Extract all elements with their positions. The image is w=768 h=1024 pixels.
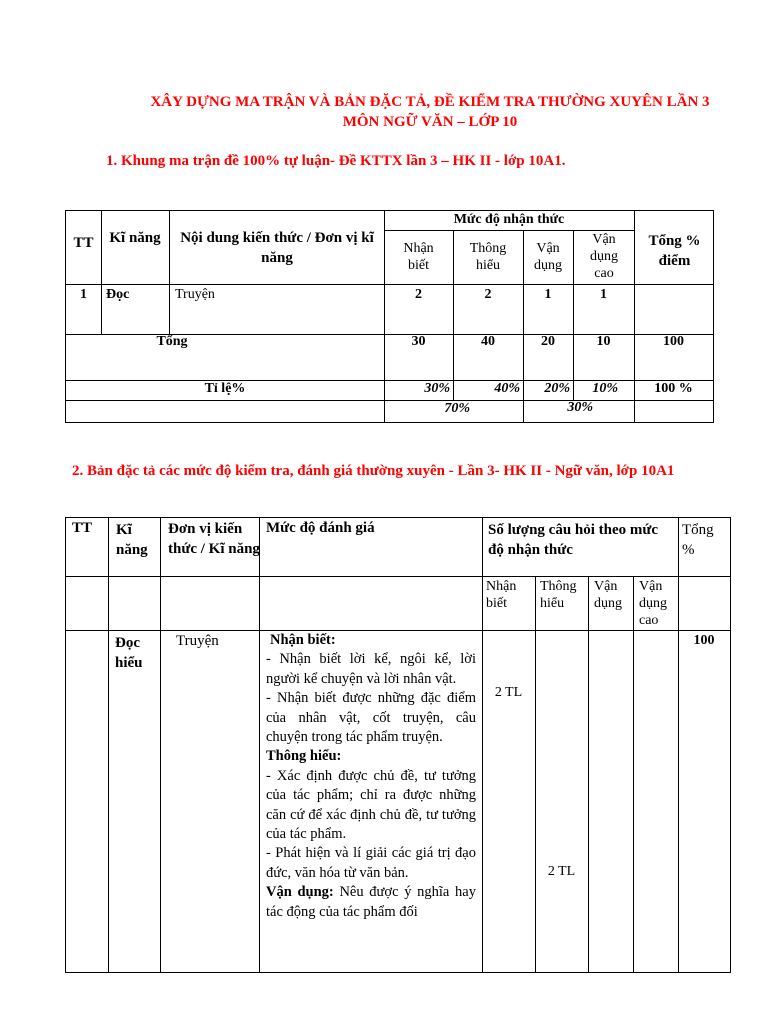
section2-heading: 2. Bản đặc tả các mức độ kiểm tra, đánh giá thường xuyên - Lần 3- HK II - Ngữ văn, lớp 10A1 [72, 463, 675, 479]
van-dung-text: Nêu được ý nghĩa hay tác động của tác phẩm đối [266, 884, 476, 920]
van-dung-heading: Vận dụng: [266, 884, 334, 901]
document-title-line1: XÂY DỰNG MA TRẬN VÀ BẢN ĐẶC TẢ, ĐỀ KIỂM TRA THƯỜNG XUYÊN LẦN 3 [150, 94, 710, 110]
header-tong-diem: Tổng % điểm [648, 233, 701, 269]
row-tile-nhan-biet: 30% [424, 381, 450, 396]
thong-hieu-item1: - Xác định được chủ đề, tư tưởng của tác phẩm; chỉ ra được những căn cứ để xác định chủ đề, tư tưởng của tác phẩm. [266, 767, 476, 843]
header-van-dung-cao: Vận dụng cao [590, 232, 618, 281]
row1-nhan-biet: 2 [415, 287, 422, 302]
header-van-dung: Vận dụng [534, 241, 562, 273]
header-thong-hieu: Thông hiểu [469, 241, 507, 273]
t2-header-don-vi: Đơn vị kiến thức / Kĩ năng [168, 521, 260, 557]
row-tong-van-dung-cao: 10 [596, 334, 611, 349]
row-tong-thong-hieu: 40 [481, 334, 495, 349]
row-gop-right: 30% [567, 400, 593, 415]
row-tile-van-dung: 20% [544, 381, 570, 396]
row-tile-thong-hieu: 40% [494, 381, 520, 396]
row-tile-label: Tỉ lệ% [204, 381, 246, 396]
row1-van-dung-cao: 1 [600, 287, 607, 302]
t2-row1-tong: 100 [693, 633, 715, 648]
nhan-biet-heading: Nhận biết: [270, 632, 336, 648]
row-tong-nhan-biet: 30 [411, 334, 426, 349]
t2-row1-ki-nang: Đọc hiểu [115, 635, 143, 671]
specification-table [65, 517, 731, 973]
header-tt: TT [73, 235, 94, 251]
row-tile-total: 100 % [654, 381, 693, 396]
thong-hieu-heading: Thông hiểu: [266, 748, 342, 765]
t2-header-tt: TT [72, 520, 93, 536]
t2-row1-don-vi: Truyện [176, 633, 219, 649]
header-noi-dung: Nội dung kiến thức / Đơn vị kĩ năng [180, 230, 374, 266]
row1-tt: 1 [80, 287, 87, 302]
header-nhan-biet: Nhận biết [403, 241, 434, 273]
t2-header-ki-nang: Kĩ năng [116, 522, 148, 558]
t2-row1-thong-hieu-count: 2 TL [547, 864, 576, 879]
row-tong-van-dung: 20 [541, 334, 555, 349]
header-ki-nang: Kĩ năng [109, 230, 161, 246]
row-tong-label: Tổng [156, 334, 188, 349]
header-muc-do-nhan-thuc: Mức độ nhận thức [453, 212, 565, 227]
matrix-table [65, 210, 714, 423]
thong-hieu-item2: - Phát hiện và lí giải các giá trị đạo đức, văn hóa từ văn bản. [266, 845, 476, 881]
t2-row1-nhan-biet-count: 2 TL [494, 685, 523, 700]
row1-ki-nang: Đọc [106, 287, 130, 302]
t2-header-thong-hieu: Thông hiểu [540, 579, 577, 611]
t2-header-nhan-biet: Nhận biết [486, 579, 517, 611]
t2-header-van-dung-cao: Vận dụng cao [639, 579, 667, 628]
t2-header-van-dung: Vận dụng [594, 579, 622, 611]
nhan-biet-item2: - Nhận biết được những đặc điểm của nhân vật, cốt truyện, câu chuyện trong tác phẩm truyện. [266, 690, 476, 746]
t2-header-muc-do-danh-gia: Mức độ đánh giá [266, 520, 375, 536]
row1-van-dung: 1 [544, 287, 552, 302]
row-tong-total: 100 [663, 334, 684, 349]
row1-noi-dung: Truyện [175, 287, 215, 302]
row-tile-van-dung-cao: 10% [592, 381, 618, 396]
nhan-biet-item1: - Nhận biết lời kể, ngôi kể, lời người kể chuyện và lời nhân vật. [266, 651, 476, 687]
t2-row1-mo-ta [266, 631, 476, 922]
row1-thong-hieu: 2 [484, 287, 492, 302]
t2-header-so-luong: Số lượng câu hỏi theo mức độ nhận thức [488, 522, 659, 558]
t2-header-tong: Tổng % [682, 522, 714, 558]
section1-heading: 1. Khung ma trận đề 100% tự luận- Đề KTTX lần 3 – HK II - lớp 10A1. [106, 153, 566, 169]
document-title-line2: MÔN NGỮ VĂN – LỚP 10 [342, 114, 518, 130]
row-gop-left: 70% [444, 401, 470, 416]
